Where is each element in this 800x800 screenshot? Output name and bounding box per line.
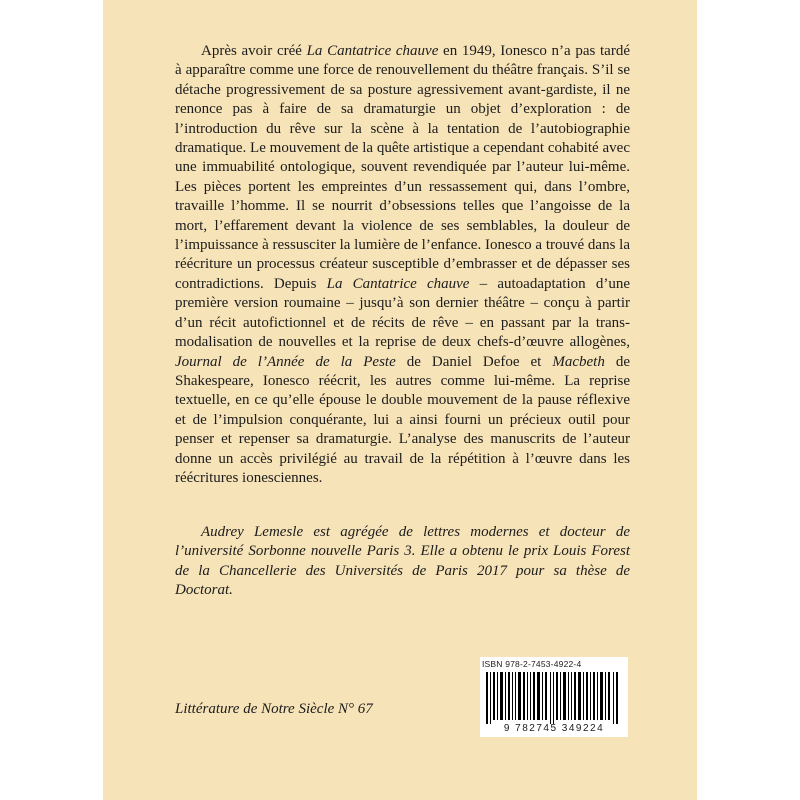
isbn-label: ISBN 978-2-7453-4922-4 [482, 659, 582, 669]
author-bio [175, 523, 630, 601]
summary-part: de Shakespeare, Ionesco réécrit, les autres comme lui-même. La reprise textuelle, en ce qu’elle épouse le double mouvement de la pause réflexive et de l’impulsion conquérante, lui a ainsi fourni un précieux outil pour penser et repenser sa dramaturgie. L’analyse des manuscrits de l’auteur donne un accès privilégié au travail de la répétition à l’œuvre dans les réécritures ionesciennes. [175, 353, 630, 486]
summary-part: Après avoir créé [201, 43, 307, 59]
barcode-icon [486, 672, 622, 724]
summary-part: – autoadaptation d’une première version roumaine – jusqu’à son dernier théâtre – conçu à partir d’un récit autofictionnel et de récits de rêve – en passant par la trans-modalisation de nouvelles et la reprise de deux chefs-d’œuvre allogènes, [175, 275, 630, 351]
title-journal-annee-peste: Journal de l’Année de la Peste [175, 353, 396, 370]
title-la-cantatrice-chauve-2: La Cantatrice chauve [326, 275, 470, 292]
summary-part: de Daniel Defoe et [395, 353, 553, 370]
title-macbeth: Macbeth [552, 353, 605, 370]
summary-text [175, 42, 630, 488]
title-la-cantatrice-chauve: La Cantatrice chauve [306, 43, 439, 59]
author-bio-text: Audrey Lemesle est agrégée de lettres modernes et docteur de l’université Sorbonne nouvelle Paris 3. Elle a obtenu le prix Louis Forest de la Chancellerie des Universités de Paris 2017 pour sa thèse de Doctorat. [175, 524, 630, 599]
summary-part: en 1949, Ionesco n’a pas tardé à apparaître comme une force de renouvellement du théâtre français. S’il se détache progressivement de sa posture agressivement avant-gardiste, il ne renonce pas à faire de sa dramaturgie un objet d’exploration : de l’introduction du rêve sur la scène à la tentation de l’autobiographie dramatique. Le mouvement de la quête artistique a cependant cohabité avec une immuabilité ontologique, souvent revendiquée par l’auteur lui-même. Les pièces portent les empreintes d’un ressassement qui, dans l’ombre, travaille l’homme. Il se nourrit d’obsessions telles que l’angoisse de la mort, l’effarement devant la violence de ses semblables, la douleur de l’impuissance à ressusciter la lumière de l’enfance. Ionesco a trouvé dans la réécriture un processus créateur susceptible d’embrasser et de dépasser ses contradictions. Depuis [175, 43, 630, 292]
isbn-number: 9 782745 349224 [503, 723, 605, 734]
isbn-barcode-block [480, 657, 628, 737]
series-label: Littérature de Notre Siècle N° 67 [175, 701, 373, 717]
